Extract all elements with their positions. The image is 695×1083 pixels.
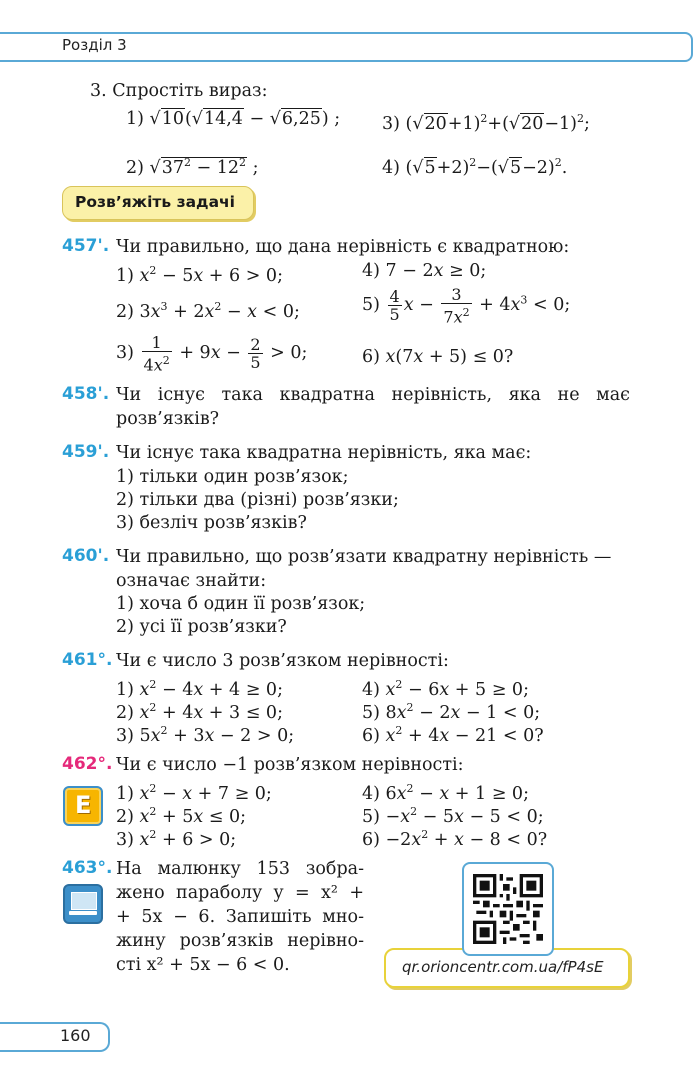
section-title: Розв’яжіть задачі [75,193,235,211]
qr-code-icon[interactable] [462,862,554,956]
radicand: 10 [161,109,184,129]
page-number-box [0,1022,110,1052]
task-461-item-1: 1) $x^2 - 4x + 4 \ge 0$; [116,678,283,700]
task-463-line: жено параболу y = x² + [116,883,364,903]
task-461-item-2: 2) $x^2 + 4x + 3 \le 0$; [116,701,283,723]
task-463-line: жину розв’язків нерівно- [116,931,364,951]
task-459-text: Чи існує така квадратна нерівність, яка має: [116,443,532,463]
e-badge-icon [63,786,103,826]
task-461-item-5: 5) $8x^2 - 2x - 1 < 0$; [362,701,541,723]
exercise-3-intro: 3. Спростіть вираз: [90,81,268,101]
task-number-461: 461°. [62,650,113,670]
task-459-item: 1) тільки один розв’язок; [116,467,349,487]
task-457-text: Чи правильно, що дана нерівність є квадратною: [116,237,570,257]
page-number: 160 [60,1026,91,1045]
punct: . [561,157,568,178]
task-number-460: 460'. [62,546,110,566]
radicand: 6,25 [281,109,321,129]
radicand: 14,4 [203,109,243,129]
punct: ; [334,109,341,129]
task-462-item-4: 4) $6x^2 - x + 1 \ge 0$; [362,782,529,804]
task-457-item-3: 3) $\frac{1}{4x^2}$ + 9x − $\frac{2}{5}$ > 0; [116,333,308,375]
qr-pattern [473,874,543,944]
ex3-item-2: 2) $√37^2 - 12^2$ ; [126,156,259,178]
e-letter: E [75,791,92,819]
ex3-item-3: 3) $(√20+1)^2+(√20-1)^2$; [382,112,590,134]
task-460-line-1: Чи правильно, що розв’язати квадратну нерівність — [116,547,612,567]
task-463-line: + 5x − 6. Запишіть мно- [116,907,364,927]
task-462-item-1: 1) $x^2 - x + 7 \ge 0$; [116,782,272,804]
task-463-line: сті x² + 5x − 6 < 0. [116,955,290,975]
item-number: 4) [382,157,406,178]
task-459-item: 2) тільки два (різні) розв’язки; [116,490,399,510]
task-458-line-1: Чи існує така квадратна нерівність, яка не має [116,385,630,405]
task-462-item-5: $5) -x^2 - 5x - 5 < 0$; [362,805,544,827]
task-462-item-3: 3) $x^2 + 6 > 0$; [116,828,237,850]
qr-url[interactable]: qr.orioncentr.com.ua/fP4sE [402,958,604,976]
task-460-item: 2) усі її розв’язки? [116,617,287,637]
punct: ; [252,157,259,178]
task-462-text: Чи є число −1 розв’язком нерівності: [116,755,464,775]
radicand: 20 [521,113,544,134]
section-header: Розділ 3 [62,36,127,54]
task-number-463: 463°. [62,858,113,878]
task-457-item-4: 4) 7 − 2x ≥ 0; [362,261,487,281]
task-462-item-6: $6) -2x^2 + x - 8 < 0$? [362,828,548,850]
task-number-459: 459'. [62,442,110,462]
radicand: 5 [424,157,436,178]
ex3-item-1: 1) √10(√14,4 − √6,25) ; [126,109,341,129]
task-458-line-2: розв’язків? [116,409,220,429]
item-number: 2) [126,157,150,178]
task-457-item-1: 1) $x^2 - 5x + 6 > 0$; [116,264,283,286]
item-number: 3) [382,113,406,134]
punct: ; [583,113,590,134]
task-463-line: На малюнку 153 зобра- [116,859,364,879]
section-title-box [62,186,254,220]
radicand: 5 [509,157,522,178]
task-457-item-2: 2) $3x^3 + 2x^2 - x < 0$; [116,300,300,322]
task-number-462: 462°. [62,754,113,774]
computer-icon [63,884,103,924]
task-number-458: 458'. [62,384,110,404]
radicand: 20 [424,113,447,134]
task-460-item: 1) хоча б один її розв’язок; [116,594,366,614]
task-457-item-6: 6) x(7x + 5) ≤ 0? [362,347,514,367]
task-460-line-2: означає знайти: [116,571,267,591]
task-462-item-2: 2) $x^2 + 5x \le 0$; [116,805,247,827]
task-457-item-5: 5) $\frac{4}{5}$ x − $\frac{3}{7x^2}$ + $4x^3 < 0$; [362,285,571,327]
task-461-item-6: 6) $x^2 + 4x - 21 < 0$? [362,724,544,746]
item-number: 1) [126,109,150,129]
ex3-item-4: 4) $(√5+2)^2-(√5-2)^2$. [382,156,568,178]
task-461-item-3: 3) $5x^2 + 3x - 2 > 0$; [116,724,295,746]
task-461-item-4: 4) $x^2 - 6x + 5 \ge 0$; [362,678,529,700]
task-459-item: 3) безліч розв’язків? [116,513,307,533]
task-461-text: Чи є число 3 розв’язком нерівності: [116,651,449,671]
task-number-457: 457'. [62,236,110,256]
